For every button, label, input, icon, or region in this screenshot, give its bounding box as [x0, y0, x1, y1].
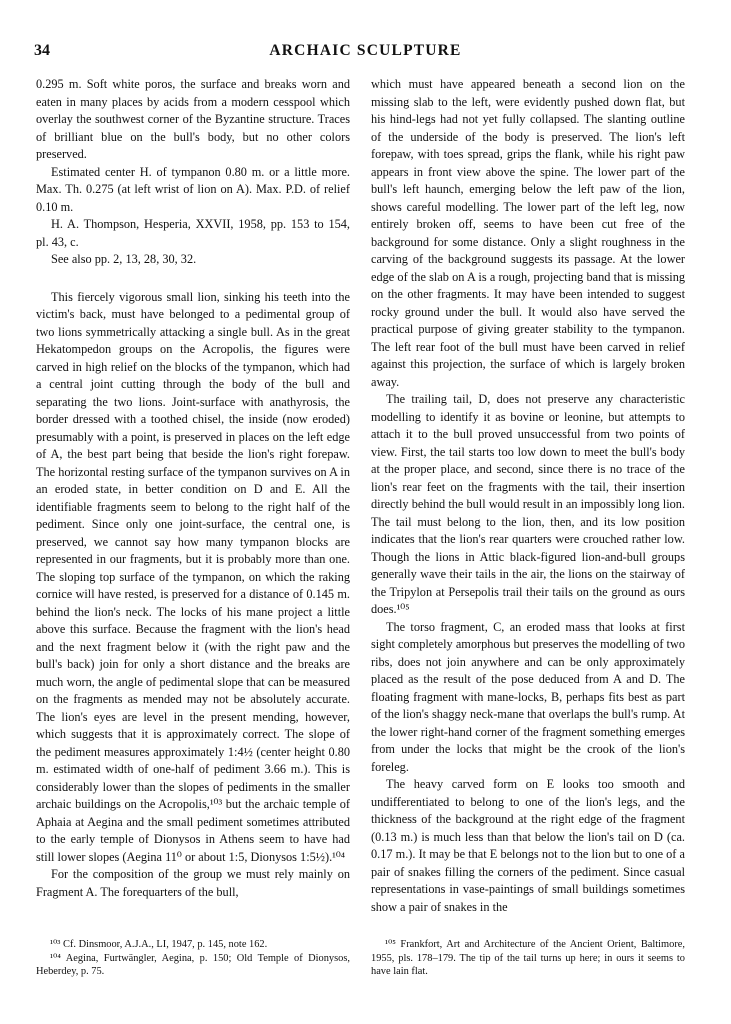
catalog-description: 0.295 m. Soft white poros, the surface and breaks worn and eaten in many places by acids from a modern cesspool which overlay the southwest corner of the Byzantine structure. Traces of brilliant blue on the bull's body, but no other colors preserved.: [36, 77, 350, 161]
footnotes-right: [371, 938, 685, 979]
page-number: 34: [34, 42, 50, 59]
right-column: [371, 76, 685, 916]
catalog-see-also: See also pp. 2, 13, 28, 30, 32.: [51, 252, 197, 266]
body-paragraph: The torso fragment, C, an eroded mass that looks at first sight completely amorphous but preserves the modelling of two ribs, does not join anywhere and can be only approximately placed as the result of the pose deduced from A and D. The floating fragment with mane-locks, B, perhaps fits best as part of the lion's shaggy neck-mane that overlaps the bull's rump. At the lower right-hand corner of the fragment something emerges from under the locks that might be the crook of the lion's foreleg.: [371, 619, 685, 774]
body-paragraph: which must have appeared beneath a second lion on the missing slab to the left, were evidently pushed down flat, but his hind-legs had not yet fully collapsed. The slanting outline of the underside of the body is preserved. The lion's left forepaw, with toes spread, grips the flank, while his right paw appears in front view above the spine. The lower part of the bull's left haunch, emerging below the left paw of the lion, shows careful modelling. The lower part of the left leg, now entirely broken off, seems to have been cut free of the background for some distance. Only a slight roughness in the carving of the background suggests its passage. At the lower edge of the slab on A is a rough, projecting band that is missing on the other fragments. It may have been intended to suggest rocky ground under the bull. It would also have served the practical purpose of giving greater stability to the tympanon. The left rear foot of the bull must have been carved in relief against this projection, the surface of which is largely broken away.: [371, 77, 685, 389]
footnotes-left: [36, 938, 350, 979]
body-paragraph: This fiercely vigorous small lion, sinking his teeth into the victim's back, must have belonged to a pedimental group of two lions symmetrically attacking a single bull. As in the great Hekatompedon groups on the Acropolis, the figures were carved in high relief on the blocks of the tympanon, which had a central joint cutting through the body of the bull and separating the two lions. Joint-surface with anathyrosis, the border dressed with a toothed chisel, the inside (now eroded) presumably with a point, is preserved in places on the left edge of A, the best part being that beside the lion's right forepaw. The horizontal resting surface of the tympanon survives on A in an eroded state, in better condition on D and E. All the identifiable fragments seem to belong to the right half of the pediment. Since only one joint-surface, the central one, is preserved, we cannot say how many tympanon blocks are represented in our fragments, but it is probably more than one. The sloping top surface of the tympanon, on which the raking cornice will have rested, is preserved for a distance of 0.145 m. behind the lion's neck. The locks of his mane project a little above this surface. Because the fragment with the lion's head and the next fragment below it (with the right paw and the bull's back) join for only a short distance and the breaks are much worn, the angle of pedimental slope that can be measured on the fragments as mended may not be absolutely accurate. The lion's eyes are level in the present mending, however, which suggests that it is approximately correct. The slope of the pediment measures approximately 1:4½ (center height 0.80 m. estimated width of one-half of pediment 3.66 m.). This is considerably lower than the slopes of pediments in the smaller archaic buildings on the Acropolis,¹⁰³ but the archaic temple of Aphaia at Aegina and the small pediment sometimes attributed to the early temple of Dionysos in Athens seem to have had still lower slopes (Aegina 11⁰ or about 1:5, Dionysos 1:5½).¹⁰⁴: [36, 289, 350, 864]
running-title: ARCHAIC SCULPTURE: [269, 42, 462, 59]
catalog-dimensions: Estimated center H. of tympanon 0.80 m. or a little more. Max. Th. 0.275 (at left wrist of lion on A). Max. P.D. of relief 0.10 m.: [36, 164, 350, 214]
body-paragraph: The trailing tail, D, does not preserve any characteristic modelling to identify it as bovine or leonine, but attempts to attach it to the bull proved unsuccessful from two points of view. First, the tail starts too low down to meet the bull's body at the proper place, and second, since there is no trace of the lion's rear feet on the fragments with the tail, their insertion directly behind the bull would result in an impossibly long lion. The tail must belong to the lion, then, and its low position indicates that the lion's rear quarters were crouched rather low. Though the lions in Attic black-figured lion-and-bull groups generally wave their tails in the air, the lions on the stairway of the Tripylon at Persepolis trail their tails on the ground as ours does.¹⁰⁵: [371, 392, 685, 616]
body-paragraph: The heavy carved form on E looks too smooth and undifferentiated to belong to one of the lion's legs, and the thickness of the background at the right edge of the fragment (0.13 m.) is much less than that below the lion's tail on D (ca. 0.17 m.). It may be that E belongs not to the lion but to one of a pair of snakes filling the corners of the pediment. Since casual representations in vase-paintings of small buildings sometimes show a pair of snakes in the: [371, 777, 685, 914]
footnote: ¹⁰³ Cf. Dinsmoor, A.J.A., LI, 1947, p. 145, note 162.: [50, 939, 268, 950]
catalog-bibliography: H. A. Thompson, Hesperia, XXVII, 1958, pp. 153 to 154, pl. 43, c.: [36, 217, 350, 249]
footnote: ¹⁰⁵ Frankfort, Art and Architecture of the Ancient Orient, Baltimore, 1955, pls. 178–179. The tip of the tail turns up here; in ours it seems to have lain flat.: [371, 939, 685, 978]
body-paragraph: For the composition of the group we must rely mainly on Fragment A. The forequarters of the bull,: [36, 867, 350, 899]
left-column: [36, 76, 350, 901]
footnote: ¹⁰⁴ Aegina, Furtwängler, Aegina, p. 150; Old Temple of Dionysos, Heberdey, p. 75.: [36, 952, 350, 978]
page-header: [34, 42, 697, 64]
